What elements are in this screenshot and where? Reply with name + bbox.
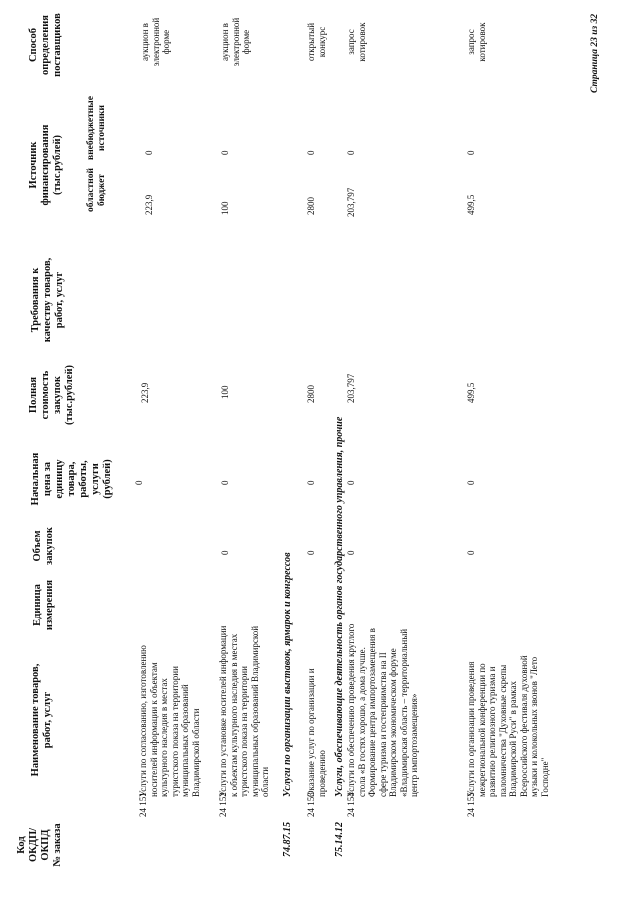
row-unit-price: 0 (134, 480, 144, 485)
row-code: 24 151 (138, 792, 148, 817)
row-method: запрос котировок (346, 22, 367, 62)
row-volume: 0 (346, 550, 356, 555)
row-method: аукцион в электронной форме (140, 17, 171, 67)
row-code: 24 153 (306, 792, 316, 817)
row-volume: 0 (220, 550, 230, 555)
row-method: аукцион в электронной форме (220, 17, 251, 67)
row-volume: 0 (306, 550, 316, 555)
header-funding: Источник финансирования (тыс.рублей) (28, 124, 63, 206)
header-code: Код ОКДП/ ОКПД № заказа (16, 823, 63, 867)
header-method: Способ определения поставщиков (28, 13, 63, 77)
row-method: открытый конкурс (306, 22, 327, 62)
category-code: 75.14.12 (334, 822, 345, 857)
row-code: 24 155 (466, 792, 476, 817)
category-title: Услуги по организации выставок, ярмарок и конгрессов (282, 552, 293, 797)
row-method: запрос котировок (466, 22, 487, 62)
page-number: Страница 23 из 32 (590, 13, 600, 93)
row-volume: 0 (466, 550, 476, 555)
row-regional: 100 (220, 201, 230, 215)
category-code: 74.87.15 (282, 822, 293, 857)
row-name: Услуги по обеспечению проведения круглого стола «В гостях хорошо, а дома лучше. Формирование центра импортозамещения в сфере туризма и гостеприимства на II Владимирском экономическом форуме «Владимирская область – территориальный центр импортозамещения» (346, 623, 419, 797)
row-code: 24 154 (346, 792, 356, 817)
header-funding-regional: областной бюджет (86, 168, 107, 212)
row-total: 203,797 (346, 373, 356, 403)
row-extra: 0 (346, 150, 356, 155)
row-name: Услуги по организации проведения межрегиональной конференции по развитию религиозного туризма и паломничества "Духовные скрепы Владимирской Руси" в рамках Всероссийского фестиваля духовной музыки и колокольных звонов "Лето Господне" (466, 655, 550, 797)
header-requirements: Требования к качеству товаров, работ, услуг (30, 257, 65, 343)
header-volume: Объем закупок (32, 527, 55, 565)
category-title: Услуги, обеспечивающие деятельность органов государственного управления, прочие (334, 416, 345, 797)
header-funding-extra: внебюджетные источники (86, 96, 107, 160)
row-total: 2800 (306, 385, 316, 403)
header-unit-price: Начальная цена за единицу товара, работы, услуги (рублей) (30, 452, 113, 506)
row-unit-price: 0 (346, 480, 356, 485)
header-total: Полная стоимость закупок (тыс.рублей) (28, 364, 75, 426)
row-regional: 2800 (306, 197, 316, 215)
header-name: Наименование товаров, работ, услуг (30, 663, 53, 777)
row-name: Услуги по согласованию, изготовлению носителей информации к объектам культурного наследия в местах туристского показа на территории муниципальных образований Владимирской области (138, 645, 201, 797)
row-total: 499,5 (466, 382, 476, 403)
row-extra: 0 (144, 150, 154, 155)
row-total: 100 (220, 385, 230, 399)
row-total: 223,9 (140, 382, 150, 403)
row-extra: 0 (306, 150, 316, 155)
header-unit: Единица измерения (32, 579, 55, 631)
row-extra: 0 (220, 150, 230, 155)
row-unit-price: 0 (466, 480, 476, 485)
row-regional: 223,9 (144, 194, 154, 215)
row-extra: 0 (466, 150, 476, 155)
row-regional: 203,797 (346, 187, 356, 217)
row-name: Оказание услуг по организации и проведению (306, 668, 327, 797)
row-regional: 499,5 (466, 194, 476, 215)
row-unit-price: 0 (220, 480, 230, 485)
row-code: 24 152 (218, 792, 228, 817)
row-unit-price: 0 (306, 480, 316, 485)
row-name: Услуги по установке носителей информации к объектам культурного наследия в местах туристского показа на территории муниципальных образований Владимирской области (218, 625, 270, 797)
